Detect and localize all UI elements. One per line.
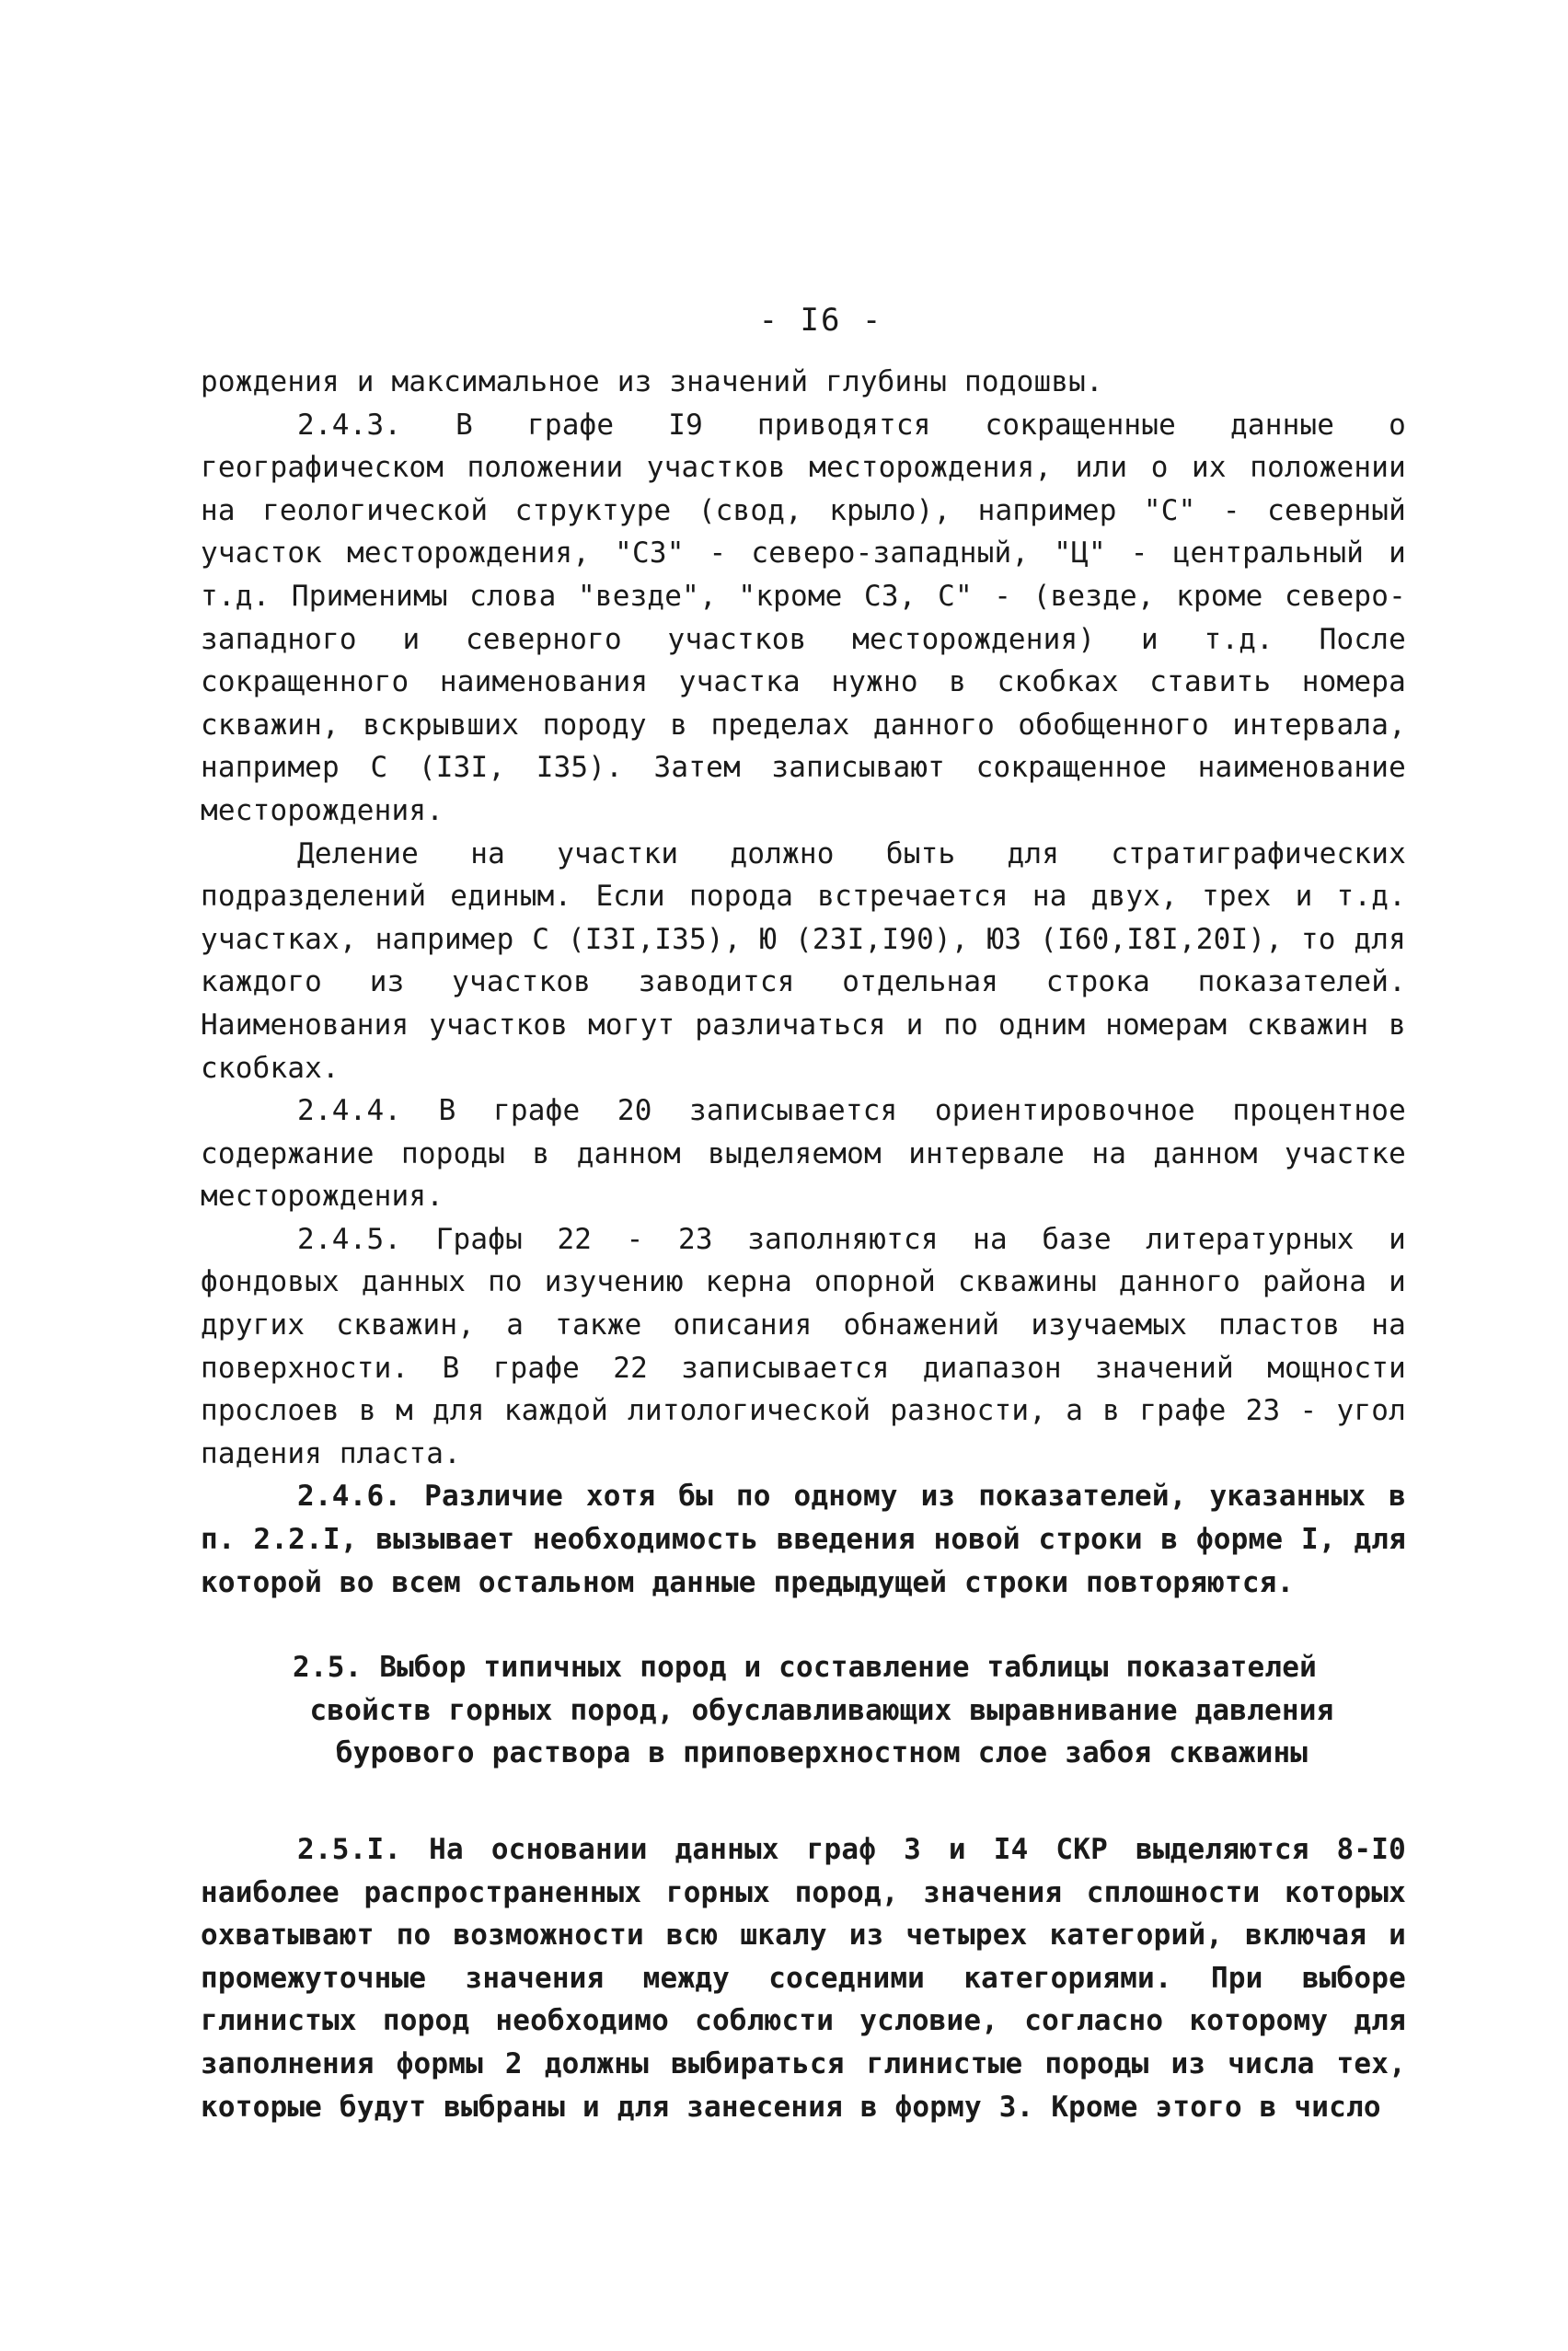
section-heading-continuation: свойств горных пород, обуславливающих выравнивание давления бурового раствора в приповерхностном слое забоя скважины	[309, 1693, 1334, 1770]
paragraph-2-4-5: 2.4.5. Графы 22 - 23 заполняются на базе литературных и фондовых данных по изучению керна опорной скважины данного района и других скважин, а также описания обнажений изучаемых пластов на поверхности. В графе 22 записывается диапазон значений мощности прослоев в м для каждой литологической разности, а в графе 23 - угол падения пласта.	[201, 1222, 1406, 1470]
page-number: - I6 -	[758, 302, 883, 339]
paragraph-2-4-6: 2.4.6. Различие хотя бы по одному из показателей, указанных в п. 2.2.I, вызывает необходимость введения новой строки в форме I, для которой во всем остальном данные предыдущей строки повторяются.	[201, 1480, 1406, 1599]
section-heading-first-line: 2.5. Выбор типичных пород и составление таблицы показателей	[293, 1651, 1317, 1685]
section-heading-2-5	[201, 1646, 1406, 1775]
paragraph-2-5-1: 2.5.I. На основании данных граф 3 и I4 СКР выделяются 8-I0 наиболее распространенных горных пород, значения сплошности которых охватывают по возможности всю шкалу из четырех категорий, включая и промежуточные значения между соседними категориями. При выборе глинистых пород необходимо соблюсти условие, согласно которому для заполнения формы 2 должны выбираться глинистые породы из числа тех, которые будут выбраны и для занесения в форму 3. Кроме этого в число	[201, 1833, 1406, 2124]
paragraph-2-4-4: 2.4.4. В графе 20 записывается ориентировочное процентное содержание породы в данном выделяемом интервале на данном участке месторождения.	[201, 1094, 1406, 1214]
paragraph-continuation: рождения и максимальное из значений глубины подошвы.	[201, 365, 1103, 398]
paragraph-sections-division: Деление на участки должно быть для стратиграфических подразделений единым. Если порода встречается на двух, трех и т.д. участках, например С (I3I,I35), Ю (23I,I90), ЮЗ (I60,I8I,20I), то для каждого из участков заводится отдельная строка показателей. Наименования участков могут различаться и по одним номерам скважин в скобках.	[201, 836, 1406, 1085]
body-text	[201, 361, 1406, 2128]
paragraph-2-4-3: 2.4.3. В графе I9 приводятся сокращенные данные о географическом положении участков месторождения, или о их положении на геологической структуре (свод, крыло), например "С" - северный участок месторождения, "СЗ" - северо-западный, "Ц" - центральный и т.д. Применимы слова "везде", "кроме СЗ, С" - (везде, кроме северо-западного и северного участков месторождения) и т.д. После сокращенного наименования участка нужно в скобках ставить номера скважин, вскрывших породу в пределах данного обобщенного интервала, например С (I3I, I35). Затем записывают сокращенное наименование месторождения.	[201, 408, 1406, 827]
